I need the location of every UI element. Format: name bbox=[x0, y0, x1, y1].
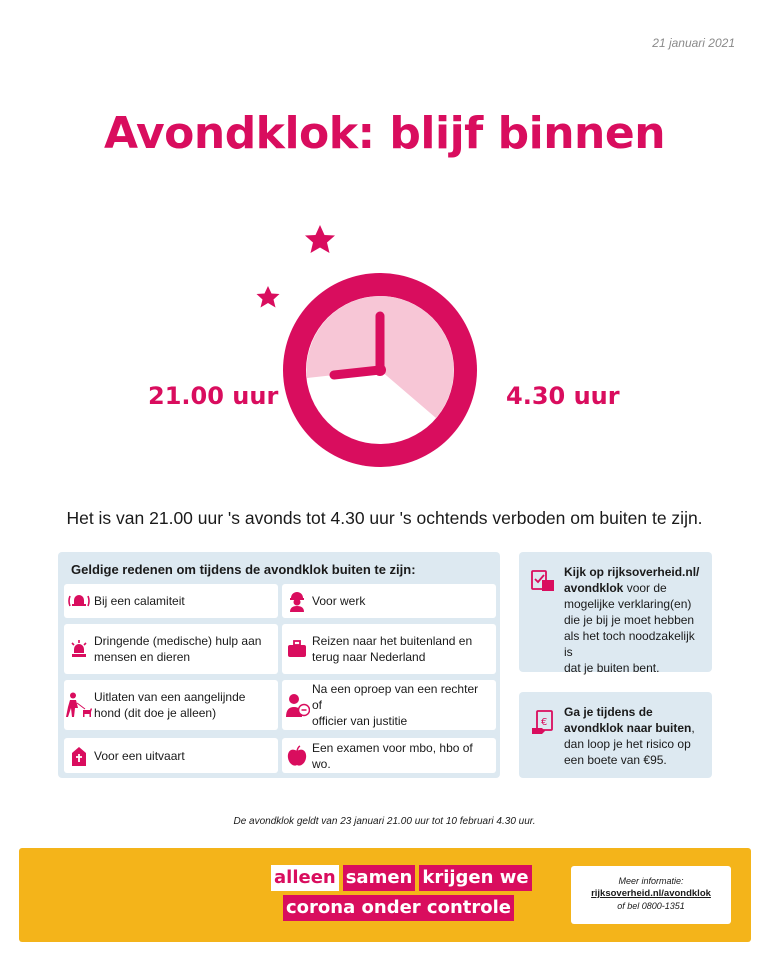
fine-ticket-icon bbox=[531, 710, 555, 741]
reason-line: Bij een calamiteit bbox=[94, 594, 185, 608]
info-panel-fine bbox=[519, 692, 712, 778]
fine-text: een boete van €95. bbox=[564, 753, 667, 767]
more-info-label: Meer informatie: bbox=[618, 876, 684, 886]
reason-line: mensen en dieren bbox=[94, 650, 191, 664]
reason-item bbox=[64, 738, 278, 773]
reason-item bbox=[282, 738, 496, 773]
alarm-bell-icon bbox=[64, 592, 94, 610]
document-check-icon bbox=[531, 568, 555, 597]
info-text: die je bij je moet hebben bbox=[564, 613, 695, 627]
judge-icon bbox=[282, 693, 312, 717]
reason-item bbox=[282, 624, 496, 674]
suitcase-icon bbox=[282, 640, 312, 658]
fine-text: dan loop je het risico op bbox=[564, 737, 691, 751]
star-icon bbox=[257, 286, 280, 308]
reasons-title: Geldige redenen om tijdens de avondklok buiten te zijn: bbox=[71, 562, 416, 577]
reason-line: officier van justitie bbox=[312, 714, 408, 728]
reason-line: Voor een uitvaart bbox=[94, 748, 185, 763]
clock-illustration bbox=[250, 220, 530, 480]
page-title: Avondklok: blijf binnen bbox=[103, 108, 666, 159]
reason-item bbox=[64, 624, 278, 674]
info-text: dat je buiten bent. bbox=[564, 661, 660, 675]
info-text: als het toch noodzakelijk is bbox=[564, 629, 695, 659]
reason-line: Dringende (medische) hulp aan bbox=[94, 634, 262, 648]
slogan-word: krijgen we bbox=[419, 865, 531, 891]
dog-walker-icon bbox=[64, 692, 94, 718]
reasons-panel bbox=[58, 552, 500, 778]
reason-line: Uitlaten van een aangelijnde bbox=[94, 690, 246, 704]
start-time: 21.00 uur bbox=[148, 382, 279, 410]
apple-icon bbox=[282, 745, 312, 767]
reason-item bbox=[64, 584, 278, 618]
reason-line: Reizen naar het buitenland en bbox=[312, 634, 473, 648]
curfew-statement: Het is van 21.00 uur 's avonds tot 4.30 uur 's ochtends verboden om buiten te zijn. bbox=[66, 508, 703, 528]
reason-line: terug naar Nederland bbox=[312, 650, 426, 664]
fine-text: , bbox=[691, 721, 695, 735]
info-text: voor de bbox=[623, 581, 667, 595]
more-info-link[interactable]: rijksoverheid.nl/avondklok bbox=[591, 888, 711, 899]
moon-icon bbox=[462, 233, 505, 297]
funeral-icon bbox=[64, 746, 94, 766]
reason-line: Na een oproep van een rechter of bbox=[312, 682, 479, 712]
info-link-text: avondklok bbox=[564, 581, 624, 595]
info-panel-declaration bbox=[519, 552, 712, 675]
slogan-word: corona onder controle bbox=[283, 895, 514, 921]
reason-item bbox=[282, 584, 496, 618]
bottom-banner bbox=[19, 848, 751, 942]
date: 21 januari 2021 bbox=[652, 36, 735, 50]
slogan-word: samen bbox=[343, 865, 416, 891]
info-text: mogelijke verklaring(en) bbox=[564, 597, 692, 611]
reason-item bbox=[64, 680, 278, 730]
more-info-box bbox=[571, 866, 731, 924]
end-time: 4.30 uur bbox=[506, 382, 620, 410]
svg-text:€: € bbox=[541, 717, 548, 728]
slogan-word: alleen bbox=[271, 865, 339, 891]
fine-text-bold: Ga je tijdens de bbox=[564, 705, 653, 719]
worker-icon bbox=[282, 590, 312, 612]
reason-line: Voor werk bbox=[312, 594, 366, 608]
reason-line: hond (dit doe je alleen) bbox=[94, 706, 217, 720]
reason-line: Een examen voor mbo, hbo of wo. bbox=[312, 740, 473, 771]
info-link-text: Kijk op rijksoverheid.nl/ bbox=[564, 565, 700, 579]
fine-text-bold: avondklok naar buiten bbox=[564, 721, 692, 735]
more-info-phone: of bel 0800-1351 bbox=[617, 901, 685, 911]
reason-item bbox=[282, 680, 496, 730]
star-icon bbox=[305, 225, 335, 253]
slogan bbox=[271, 865, 532, 925]
footnote: De avondklok geldt van 23 januari 21.00 uur tot 10 februari 4.30 uur. bbox=[233, 816, 536, 827]
ambulance-siren-icon bbox=[64, 639, 94, 659]
